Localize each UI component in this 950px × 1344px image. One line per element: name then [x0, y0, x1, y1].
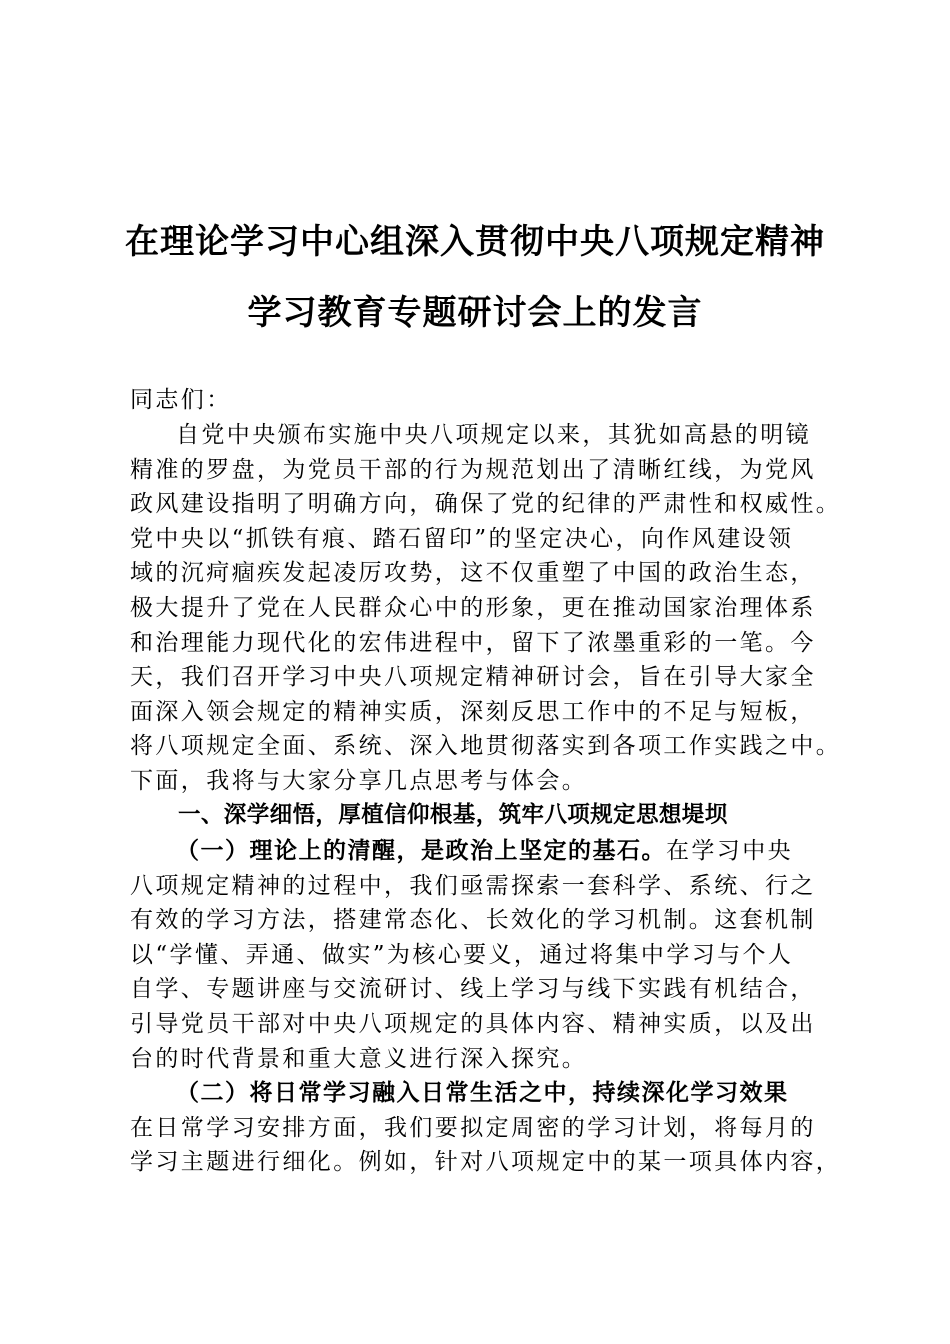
paragraph-line — [130, 1076, 850, 1111]
paragraph-line: 自党中央颁布实施中央八项规定以来，其犹如高悬的明镜 — [176, 422, 811, 448]
subsection-1-heading: （一）理论上的清醒，是政治上坚定的基石。 — [176, 838, 666, 864]
paragraph-line: 下面，我将与大家分享几点思考与体会。 — [130, 767, 588, 794]
paragraph-line: 极大提升了党在人民群众心中的形象，更在推动国家治理体系 — [130, 594, 816, 621]
subsection-1-paragraph — [130, 834, 850, 1076]
paragraph-line: 党中央以“抓铁有痕、踏石留印”的坚定决心，向作风建设领 — [130, 525, 794, 552]
paragraph-line — [130, 834, 850, 869]
paragraph-line: 将八项规定全面、系统、深入地贯彻落实到各项工作实践之中。 — [130, 733, 842, 760]
paragraph-line: 天，我们召开学习中央八项规定精神研讨会，旨在引导大家全 — [130, 664, 816, 691]
document-title-line-1: 在理论学习中心组深入贯彻中央八项规定精神 — [125, 222, 825, 262]
section-heading-1: 一、深学细悟，厚植信仰根基，筑牢八项规定思想堤坝 — [178, 802, 728, 828]
paragraph-line: 有效的学习方法，搭建常态化、长效化的学习机制。这套机制 — [130, 907, 816, 934]
paragraph-line: 域的沉疴痼疾发起凌厉攻势，这不仅重塑了中国的政治生态， — [130, 560, 816, 587]
paragraph-line: 自学、专题讲座与交流研讨、线上学习与线下实践有机结合， — [130, 976, 816, 1003]
paragraph-line: 八项规定精神的过程中，我们亟需探索一套科学、系统、行之 — [130, 872, 816, 899]
subsection-2-heading: （二）将日常学习融入日常生活之中，持续深化学习效果 — [176, 1080, 789, 1106]
subsection-2-paragraph — [130, 1076, 850, 1180]
paragraph-line: 精准的罗盘，为党员干部的行为规范划出了清晰红线，为党风 — [130, 456, 816, 483]
paragraph-line: 在日常学习安排方面，我们要拟定周密的学习计划，将每月的 — [130, 1114, 816, 1141]
document-title-line-2: 学习教育专题研讨会上的发言 — [247, 293, 703, 333]
intro-paragraph — [130, 418, 850, 799]
paragraph-line: 台的时代背景和重大意义进行深入探究。 — [130, 1045, 588, 1072]
paragraph-line: 学习主题进行细化。例如，针对八项规定中的某一项具体内容， — [130, 1149, 842, 1176]
paragraph-line: 面深入领会规定的精神实质，深刻反思工作中的不足与短板， — [130, 698, 816, 725]
greeting: 同志们： — [130, 387, 232, 413]
paragraph-text: 在学习中央 — [666, 838, 793, 864]
paragraph-line: 引导党员干部对中央八项规定的具体内容、精神实质，以及出 — [130, 1010, 816, 1037]
paragraph-line: 和治理能力现代化的宏伟进程中，留下了浓墨重彩的一笔。今 — [130, 629, 816, 656]
paragraph-line: 政风建设指明了明确方向，确保了党的纪律的严肃性和权威性。 — [130, 491, 842, 518]
paragraph-line: 以“学懂、弄通、做实”为核心要义，通过将集中学习与个人 — [130, 941, 794, 968]
